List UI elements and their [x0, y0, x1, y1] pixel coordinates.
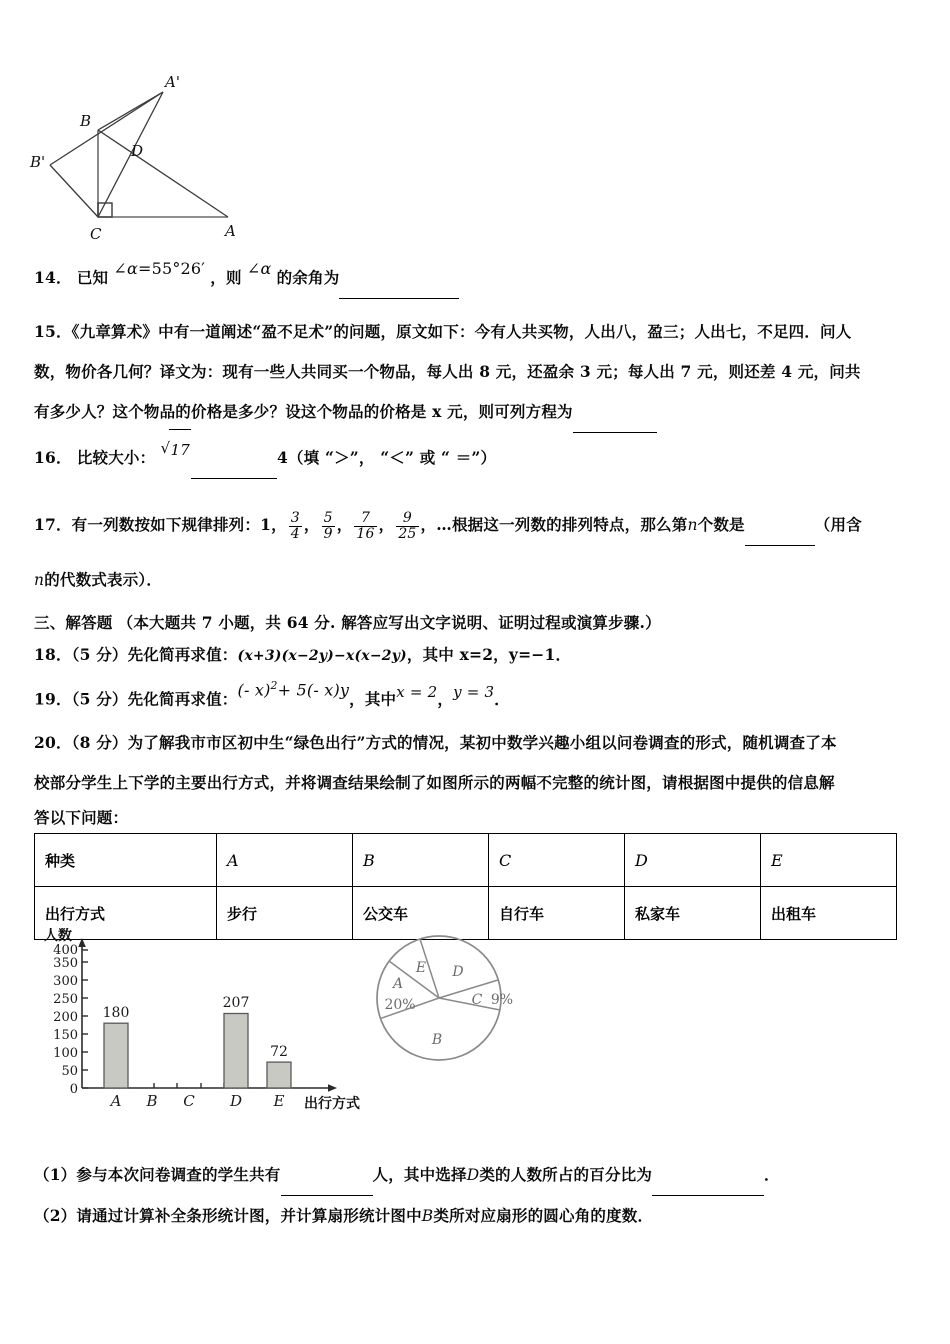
table-cell-mode-A: 步行 [217, 887, 353, 940]
section-3-detail: （本大题共 7 小题，共 64 分. 解答应写出文字说明、证明过程或演算步骤.） [117, 613, 661, 632]
question-20-line3 [34, 798, 128, 838]
q17-var-n: n [687, 516, 698, 534]
question-15-line3 [34, 392, 657, 433]
geo-label-A: A [225, 222, 236, 240]
q20-points: （8 分） [71, 733, 128, 752]
bar-D [224, 1014, 248, 1089]
bar-E [267, 1062, 291, 1088]
q19-condition-end: ． [494, 689, 510, 709]
table-cell-category-B: B [353, 834, 489, 887]
geo-label-A-prime: A' [165, 73, 180, 91]
bar-xtick-E: E [273, 1092, 285, 1110]
q16-number: 16． [34, 448, 72, 467]
q17-mid: ，…根据这一列数的排列特点，那么第 [420, 515, 688, 534]
q20-sub1-text-d: ． [764, 1165, 780, 1184]
q15-number: 15． [34, 322, 72, 341]
bar-chart-xlabel: 出行方式 [304, 1096, 360, 1112]
q14-answer-blank[interactable] [339, 258, 459, 299]
q19-condition-sep: ， [437, 689, 454, 709]
q15-text-line1: 《九章算术》中有一道阐述“盈不足术”的问题，原文如下：今有人共买物，人出八，盈三；人出七，不足四．问人 [71, 322, 852, 341]
q15-text-line3: 有多少人？这个物品的价格是多少？设这个物品的价格是 x 元，则可列方程为 [34, 402, 573, 421]
table-cell-category-D: D [625, 834, 761, 887]
q20-sub1-text-b: 人，其中选择 [372, 1165, 467, 1184]
q20-sub2-text-a: （2）请通过计算补全条形统计图，并计算扇形统计图中 [34, 1206, 422, 1225]
q17-fraction-3: $\frac{7}{16}$ [356, 510, 375, 542]
q15-text-line2: 数，物价各几何？译文为：现有一些人共同买一个物品，每人出 8 元，还盈余 3 元；每人出 7 元，则还差 4 元，问共 [34, 362, 861, 381]
bar-ytick-300: 300 [53, 974, 78, 989]
q19-condition-lead: ，其中 [349, 689, 397, 709]
pie-label-A: A [392, 976, 404, 992]
question-17-line1: 17．有一列数按如下规律排列：1， $\frac{3}{4}$ ， $\frac{5}{9}$ ， $\frac{7}{16}$ ， $\frac{9}{25}$ ，…根据这一列数的排列特点，那么第n个数是 （用含 [34, 505, 862, 546]
q14-mid: ，则 [210, 268, 242, 287]
q18-points: （5 分） [71, 645, 128, 664]
q18-condition: ，其中 x=2，y=−1． [406, 645, 572, 664]
q18-lead: 先化简再求值： [127, 645, 238, 664]
q20-sub2-text-b: 类所对应扇形的圆心角的度数． [433, 1206, 654, 1225]
pie-percent-A: 20% [384, 997, 416, 1013]
bar-value-D: 207 [222, 995, 250, 1011]
question-20-sub1 [34, 1155, 780, 1196]
bar-ytick-200: 200 [53, 1010, 78, 1025]
geometry-figure [28, 72, 318, 252]
bar-ytick-250: 250 [53, 992, 78, 1007]
pie-divider-D-C [439, 980, 498, 998]
q17-line2-var: n [34, 571, 45, 589]
question-15-line2 [34, 352, 861, 392]
bar-chart-ylabel: 人数 [44, 928, 72, 944]
table-row-categories [35, 834, 897, 887]
q19-lead: 先化简再求值： [127, 689, 238, 709]
bar-ytick-150: 150 [53, 1028, 78, 1043]
q17-fraction-2: $\frac{5}{9}$ [323, 510, 333, 542]
q20-sub1-blank-2[interactable] [652, 1155, 764, 1196]
pie-label-D: D [452, 964, 464, 980]
table-header-mode: 出行方式 [35, 887, 217, 940]
pie-label-C: C [471, 992, 483, 1008]
q19-points: （5 分） [71, 689, 128, 709]
question-20-sub2 [34, 1196, 653, 1236]
bar-value-E: 72 [270, 1044, 288, 1060]
q20-text-line2: 校部分学生上下学的主要出行方式，并将调查结果绘制了如图所示的两幅不完整的统计图，请根据图中提供的信息解 [34, 773, 835, 792]
q17-number: 17． [34, 515, 72, 534]
q19-expression: (- x)$^2$+ 5(- x)y [237, 679, 350, 700]
question-16 [34, 437, 496, 479]
table-cell-category-C: C [489, 834, 625, 887]
q20-sub2-category: B [421, 1207, 434, 1225]
question-20-line2 [34, 763, 835, 803]
table-cell-mode-E: 出租车 [761, 887, 897, 940]
bar-ytick-350: 350 [53, 956, 78, 971]
table-header-category: 种类 [35, 834, 217, 887]
q20-sub1-blank-1[interactable] [281, 1155, 373, 1196]
table-cell-mode-C: 自行车 [489, 887, 625, 940]
q19-condition-y: y = 3 [453, 683, 495, 702]
pie-label-B: B [431, 1032, 443, 1048]
q14-angle-expression: ∠α=55°26′ [113, 259, 206, 278]
q17-first-term: 1 [260, 515, 272, 534]
table-cell-category-A: A [217, 834, 353, 887]
travel-mode-table [34, 833, 897, 940]
bar-ytick-400: 400 [53, 943, 78, 958]
q20-sub1-text-c: 类的人数所占的百分比为 [479, 1165, 653, 1184]
q15-answer-blank[interactable] [573, 392, 657, 433]
question-19 [34, 675, 510, 719]
q17-lead: 有一列数按如下规律排列： [71, 515, 261, 534]
q20-text-line1: 为了解我市市区初中生“绿色出行”方式的情况，某初中数学兴趣小组以问卷调查的形式，随机调查了本 [127, 733, 837, 752]
q20-sub1-text-a: （1）参与本次问卷调查的学生共有 [34, 1165, 281, 1184]
bar-xtick-D: D [229, 1092, 243, 1110]
q20-number: 20． [34, 733, 72, 752]
q14-tail: 的余角为 [276, 268, 340, 287]
pie-label-E: E [415, 960, 427, 976]
q14-number: 14． [34, 268, 72, 287]
q14-angle-expression-2: ∠α [246, 259, 272, 278]
q17-tail: （用含 [814, 515, 862, 534]
table-cell-mode-B: 公交车 [353, 887, 489, 940]
bar-A [104, 1023, 128, 1088]
bar-xtick-B: B [146, 1092, 158, 1110]
q17-fraction-1: $\frac{3}{4}$ [290, 510, 300, 542]
q17-fraction-4: $\frac{9}{25}$ [398, 510, 417, 542]
geo-label-C: C [90, 225, 102, 243]
question-17-line2 [34, 560, 162, 600]
bar-xtick-A: A [110, 1092, 122, 1110]
geo-label-D: D [131, 142, 144, 160]
q16-sqrt-expression: √ 17 [160, 429, 191, 470]
q20-text-line3: 答以下问题： [34, 808, 129, 827]
q19-number: 19． [34, 689, 72, 709]
q16-value: 4 [276, 448, 288, 467]
section-3-title: 三、解答题 [34, 613, 113, 632]
q17-mid2: 个数是 [697, 515, 745, 534]
table-cell-mode-D: 私家车 [625, 887, 761, 940]
question-14 [34, 258, 459, 299]
bar-ytick-100: 100 [53, 1046, 78, 1061]
q16-tail: （填 “＞”， “＜” 或 “ ＝”） [287, 448, 497, 467]
bar-ytick-50: 50 [61, 1064, 78, 1079]
q16-answer-blank[interactable] [191, 438, 277, 479]
bar-chart [44, 928, 360, 1112]
q18-expression: (x+3)(x−2y)−x(x−2y) [237, 648, 407, 664]
q17-answer-blank[interactable] [745, 505, 815, 546]
statistics-charts [34, 928, 554, 1143]
pie-percent-C: 9% [490, 992, 514, 1008]
question-15-line1 [34, 312, 851, 352]
q14-lead: 已知 [76, 268, 109, 287]
geo-label-B: B [80, 112, 92, 130]
q17-line2-tail: 的代数式表示）． [44, 570, 163, 589]
q19-condition-x: x = 2 [396, 683, 438, 702]
bar-xtick-C: C [183, 1092, 195, 1110]
q16-lead: 比较大小： [76, 448, 156, 467]
pie-chart [377, 936, 513, 1060]
bar-value-A: 180 [102, 1005, 130, 1021]
q20-sub1-category: D [466, 1166, 480, 1184]
bar-ytick-0: 0 [69, 1082, 78, 1097]
question-20-line1 [34, 723, 837, 763]
q18-number: 18． [34, 645, 72, 664]
geo-label-B-prime: B' [30, 153, 46, 171]
table-cell-category-E: E [761, 834, 897, 887]
